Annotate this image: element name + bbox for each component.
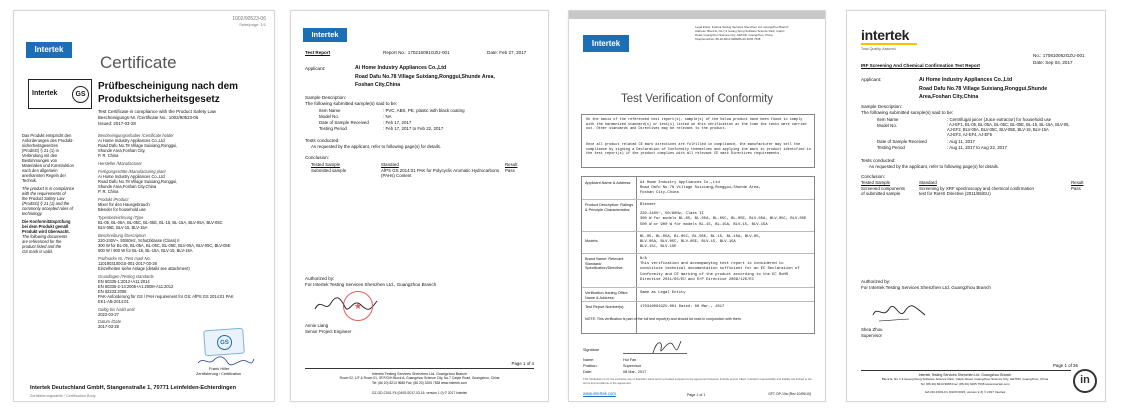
field-value — [640, 203, 806, 228]
red-stamp — [343, 291, 373, 321]
left-col-line: are referenced for the — [22, 239, 62, 244]
applicant-name: Ai Home Industry Appliances Co.,Ltd — [919, 77, 1013, 83]
footer-line-1: Intertek Testing Services Shenzhen Ltd. Guangzhou Branch — [918, 373, 1012, 377]
fields-divider — [636, 177, 637, 333]
authorized-by: Authorized by: — [305, 276, 335, 281]
signer-name: Frank Hiller — [209, 366, 230, 371]
field-key: Applicant Name & Address: — [585, 181, 632, 185]
authorized-for: For Intertek Testing Services Shenzhen Ltd. Guangzhou Branch — [861, 285, 991, 290]
gs-stamp-icon: GS — [217, 334, 233, 350]
field-key: Product Description: Ratings & Principle Characteristics: — [585, 203, 634, 212]
sample-row-value: : Aug 11, 2017 — [947, 139, 975, 144]
left-col-line: sicherheitsgesetzes — [22, 143, 58, 148]
certificate-ref: 1002/90523-06 — [232, 16, 266, 22]
report-number: No.: 170810062GZU-001 — [1033, 53, 1085, 58]
footer-line-3: Tel: (86 20) 8213 9688 Fax: (86 20) 3205 7538 www.intertek.com — [920, 382, 1010, 386]
footer-divider — [305, 368, 534, 369]
left-col-line: The following documents — [22, 234, 68, 239]
left-col-line: Produkt wird überwacht. — [22, 229, 70, 234]
sample-row-value: : AJ-EF1, BL-05, BL-05A, BL-05C, BL-05E, BL-15, BL-15A, BLV-05, — [947, 122, 1070, 127]
sample-row-value: : Feb 17, 2017 to Feb 22, 2017 — [383, 126, 444, 131]
gs-logo-frame — [28, 79, 92, 109]
report-label: Test Report — [305, 50, 331, 55]
left-col-line: Anforderungen des Produkt- — [22, 138, 74, 143]
sample-row-value: : PVC, ABS, PE, plastic with black coating — [383, 108, 465, 113]
product-line: Mixer für den Hausgebrauch — [98, 202, 150, 207]
date-label: Datum /Date — [98, 319, 121, 324]
certificate-document[interactable] — [13, 10, 275, 402]
authorized-for: For Intertek Testing Services Shenzhen Ltd., Guangzhou Branch — [305, 282, 437, 287]
applicant-address-1: Road Dafu No.78 Village Suixiang,Ronggui,Shunde Area, — [355, 74, 495, 80]
red-stamp-star-icon: ★ — [353, 301, 363, 311]
header-line: Address: Block E, No.7-2 Guang Dong Software Science Park, Caipin — [695, 29, 785, 33]
sample-description-heading: Sample Description: — [305, 95, 347, 100]
signature-scribble — [649, 335, 683, 357]
result-standard-1: Screening by XRF spectroscopy and chemical confirmation — [919, 186, 1034, 191]
report-date: Date: Feb 27, 2017 — [487, 50, 527, 55]
intertek-logo: Intertek — [583, 35, 629, 52]
intertek-wordmark: intertek — [861, 27, 910, 43]
field-value-line: Foshan City,China — [640, 191, 679, 196]
column-tested-sample: Tested Sample — [311, 162, 341, 167]
applicant-line: Ai Home Industry Appliances Co.,Ltd — [98, 138, 165, 143]
field-value-line: Conformity and CE marking of the product according to the EC RoHS — [640, 272, 789, 277]
left-col-line: commonly accepted rules of — [22, 206, 73, 211]
sample-row-value: AJ-EF2, BLV-05A, BLV-05C, BLV-05E, BLV-15, BLV-15A — [947, 127, 1049, 132]
field-value-line: Blender — [640, 203, 656, 207]
applicant-key: Applicant: — [861, 77, 882, 82]
sample-row-value: : NA — [383, 114, 392, 119]
field-value-line: Same as Legal Entity — [640, 291, 686, 295]
standard-line: PAK-Anforderung für GS / PAH requirement for GS: AfPS GS 2014:01 PAK — [98, 294, 234, 299]
applicant-name: Ai Home Industry Appliances Co.,Ltd — [355, 65, 447, 71]
disclaimer: This Verification is for the exclusive use of Intertek's client and is provided pursuant to the agreement between Intertek and its Client. Intertek's responsibility and liability are limited to the terms and conditions of the agreement. — [583, 377, 812, 385]
date-value: 2017-03-28 — [98, 324, 119, 329]
field-value-line: BL-05, BL-05A, BL-05C, BL-05E, BL-15, BL-15A, BLV-05, — [640, 235, 761, 239]
description-label: Beschreibung /Description — [98, 233, 146, 238]
intro-box — [581, 114, 815, 168]
applicant-line: P. R. China — [98, 153, 119, 158]
left-col-line: Verbindung mit den — [22, 153, 58, 158]
footer-divider — [861, 370, 1071, 371]
verification-note: NOTE: This verification is part of the full test report(s) and should be read in conjunction with them. — [585, 317, 742, 321]
test-report-document[interactable] — [290, 10, 549, 402]
description-line: 300 W for BL-05, BL-05A, BL-05C, BL-05E, BLV-05A, BLV-05C, BLV-05E — [98, 243, 231, 248]
result-sample: Submitted sample — [311, 168, 347, 173]
left-col-line: the Product Safety Law — [22, 196, 65, 201]
field-value — [640, 235, 761, 251]
standard-line: EN 62233:2008 — [98, 289, 127, 294]
header-line: Telephone/Fax: 86-20-8213 9688/86-20-3205 7538 — [695, 37, 761, 41]
factory-line: Road Dafu No.78 Village Suixiang,Ronggui, — [98, 179, 178, 184]
sample-row-value: AJ-EF3, AJ-EF4, AJ-EF5 — [947, 132, 993, 137]
field-value-line: 500 W or 900 W for models BL-15, BL-15A, BLV-15, BLV-15A — [640, 222, 768, 227]
left-col-line: Technik. — [22, 178, 38, 183]
column-standard: Standard — [919, 180, 937, 185]
test-mark-label: Prüfmarke Nr. /Test mark No. — [98, 256, 151, 261]
conclusion-heading: Conclusion: — [305, 155, 330, 160]
field-value-line: constitute technical documentation sufficient for an EC Declaration of — [640, 267, 800, 272]
tests-conducted-heading: Tests conducted: — [305, 138, 340, 143]
footer-line-4: GZ-OD-C001-F4 (04/01/2017-03-16, version 1.0) © 2017 Intertek — [371, 391, 468, 395]
sample-row-key: Model No. — [319, 114, 340, 119]
report-title: IRF Screening And Chemical Confirmation Test Report — [861, 63, 980, 68]
standard-line: EK1-AB-2014:01 — [98, 299, 129, 304]
left-col-line: The product is in compliance — [22, 186, 75, 191]
signer-name: Shea Zhou — [861, 327, 883, 332]
signer-name: Annie Liang — [305, 323, 329, 328]
field-key: Verification Issuing Office Name & Address: — [585, 291, 628, 300]
column-result: Result — [1071, 180, 1084, 185]
tests-conducted-line: As requested by the applicant, refer to following page(s) for details. — [869, 164, 1000, 169]
report-number: Report No.: 170216091GZU-001 — [383, 50, 450, 55]
intertek-logo: Intertek — [26, 42, 72, 58]
row-divider — [582, 287, 814, 288]
left-col-line: technology. — [22, 211, 43, 216]
applicant-address-2: Area,Foshan City,China — [919, 94, 979, 100]
sample-intro: The following submitted sample(s) said to be: — [305, 101, 398, 106]
certificate-page: Seite/page: 1/1 — [239, 22, 266, 27]
result-standard-2: (PAHs) Content — [381, 173, 412, 178]
row-divider — [582, 301, 814, 302]
left-col-line: GS mark is valid. — [22, 249, 53, 254]
footer-line-2: Room 02, 1/F & Room 01, 3F/F/G/H Block A, Guangzhou Science City, No.7 Caipin Road, Guangzhou, China — [339, 376, 500, 380]
valid-until-label: Gültig bis /valid until — [98, 307, 135, 312]
signer-title: Zertifizierung / Certification — [196, 372, 242, 376]
result-value: Pass — [505, 168, 515, 173]
wordmark-underline — [861, 43, 917, 45]
factory-line: Shunde Area,Foshan City,China — [98, 184, 157, 189]
description-line: 220-240V~, 50/60Hz, Schutzklasse (Class) II — [98, 238, 180, 243]
sample-intro: The following submitted sample(s) said to be: — [861, 110, 954, 115]
sample-row-key: Testing Period — [877, 145, 905, 150]
left-col-line: (ProdSG) § 21 (1) in — [22, 148, 59, 153]
field-value-line: Road Dafu No.78 Village Suixiang,Ronggui,Shunde Area, — [640, 186, 761, 191]
verification-title: Test Verification of Conformity — [620, 93, 774, 105]
field-value-line: N/A — [640, 257, 647, 261]
description-line: 500 W / 900 W for BL-15, BL-15A, BLV-15, BLV-15A — [98, 248, 193, 253]
column-standard: Standard — [381, 162, 399, 167]
sample-row-key: Date of Sample Received — [319, 120, 369, 125]
field-value-line: BLV-15C, BLV-15E — [640, 245, 677, 250]
certificate-number: Bescheinigungs-Nr. /Certificate No.: 1002/90523-06 — [98, 115, 199, 120]
type-line: BL-05, BL-05A, BL-05C, BL-05E, BL-15, BL-15A, BLV-05A, BLV-05C — [98, 220, 223, 225]
result-standard-2: test for RoHS Directive (2011/65/EU) — [919, 191, 991, 196]
field-value-line: Ai Home Industry Appliances Co.,Ltd — [640, 181, 720, 185]
field-key: Brand Name: Relevant Standard/ Specification/Directive: — [585, 257, 624, 271]
applicant-address-2: Foshan City,China — [355, 82, 401, 88]
certificate-issued: Issued: 2017-03-28 — [98, 121, 136, 126]
product-label: Produkt /Product — [98, 197, 129, 202]
field-value — [640, 257, 800, 283]
left-col-line: with the requirements of — [22, 191, 66, 196]
certificate-subheading: Test Certificate in compliance with the Product Safety Law — [98, 109, 216, 114]
signer-title: Senior Project Engineer — [305, 329, 352, 334]
certificate-details — [98, 133, 270, 329]
footer-line-2: Block E, No.7-2 Guang Dong Software Science Park, Caipin Road, Guangzhou Science City, GETDD, Guangzhou, China — [881, 377, 1049, 381]
signature-key: Signature — [583, 348, 600, 352]
signer-title: Supervisor — [861, 333, 882, 338]
sample-row-value: : Centrifugal juicer (Juice extractor) for household use — [947, 117, 1052, 122]
field-value-line: 170310091GZU-001 Dated: 08 Mar., 2017 — [640, 305, 725, 309]
authorized-by: Authorized by: — [861, 279, 891, 284]
left-col-line: nach den allgemein — [22, 168, 58, 173]
grey-header-band — [569, 11, 825, 19]
certificate-left-column — [22, 133, 88, 254]
date-value: 08 Mar., 2017 — [623, 370, 647, 374]
sample-row-key: Item Name — [877, 117, 899, 122]
field-value-line: 220-240V~, 50/60Hz, Class II — [640, 212, 704, 217]
left-col-line: Die Konformitätsprüfung — [22, 219, 71, 224]
gs-logo-intertek: Intertek — [32, 90, 58, 97]
row-divider — [582, 253, 814, 254]
standard-line: EN 60335-2-14:2006+A1:2008+A11:2012 — [98, 284, 174, 289]
certificate-heading-2: Produktsicherheitsgesetz — [98, 94, 220, 105]
left-col-line: anerkannten Regeln der — [22, 173, 66, 178]
sample-row-value: : Aug 11, 2017 to Aug 22, 2017 — [947, 145, 1007, 150]
valid-until-value: 2022-03-27 — [98, 312, 119, 317]
report-date: Date: Sep 04, 2017 — [1033, 60, 1073, 65]
sample-description-heading: Sample Description: — [861, 104, 903, 109]
field-key: Test Report Number(s): — [585, 305, 625, 309]
result-sample-2: of submitted sample — [861, 191, 901, 196]
result-standard-1: AfPS GS 2014:01 PAK for Polycyclic Aromatic Hydrocarbons — [381, 168, 500, 173]
applicant-line: Road Dafu No.78 Village Suixiang,Ronggui, — [98, 143, 178, 148]
field-value-line: 300 W for models BL-05, BL-05A, BL-05C, BL-05E, BLV-05A, BLV-05C, BLV-05E — [640, 217, 807, 222]
type-label: Typenbezeichnung /Type — [98, 215, 144, 220]
sample-row-key: Model No. — [877, 123, 898, 128]
page-number: Page 1 of 1 — [687, 393, 706, 397]
left-col-line: bei dem Produkt gemäß — [22, 224, 69, 229]
tagline: Total Quality. Assured. — [861, 47, 897, 51]
applicant-label: Bescheinigungsinhaber /Certificate holder — [98, 133, 174, 138]
fields-table — [581, 176, 815, 334]
linkedin-icon[interactable]: in — [1073, 369, 1097, 393]
left-col-line: (ProdSG) § 21 (1) and the — [22, 201, 70, 206]
field-value-line: BLV-05A, BLV-05C, BLV-05E, BLV-15, BLV-15A — [640, 240, 736, 245]
factory-line: P. R. China — [98, 189, 119, 194]
certificate-heading-1: Prüfbescheinigung nach dem — [98, 81, 239, 92]
footer-line-1: Intertek Testing Services Shenzhen Ltd. Guangzhou Branch — [371, 372, 468, 376]
gs-mark-icon: GS — [72, 86, 89, 103]
sample-row-key: Testing Period — [319, 126, 347, 131]
header-line: Legal Entity: Intertek Testing Services Shenzhen Ltd. Guangzhou Branch — [695, 25, 789, 29]
page-number: Page 1 of 36 — [1053, 363, 1078, 368]
name-value: Hui Fan — [623, 358, 637, 362]
left-col-line: Bestimmungen von — [22, 158, 58, 163]
applicant-line: Shunde Area,Foshan City, — [98, 148, 146, 153]
left-col-line: Materialien und Konstruktion — [22, 163, 74, 168]
row-divider — [582, 199, 814, 200]
standards-label: Grundlagen /Testing standards — [98, 274, 154, 279]
verification-header-lines — [695, 25, 788, 41]
field-value — [640, 181, 761, 197]
applicant-address-1: Road Dafu No.78 Village Suixiang,Ronggui,Shunde — [919, 86, 1048, 92]
left-col-line: product listed and the — [22, 244, 62, 249]
row-divider — [582, 231, 814, 232]
standard-line: EN 60335-1:2012+A11:2014 — [98, 279, 150, 284]
product-line: Blender for household use — [98, 207, 146, 212]
result-sample-1: Screened components — [861, 186, 905, 191]
footer-line-3: Tel: (86 20) 8213 9688 Fax: (86 20) 3205 7538 www.intertek.com — [372, 381, 467, 385]
test-mark-line: Einzelheiten siehe Anlage (details see attachment) — [98, 266, 190, 271]
intertek-website-link[interactable]: www.intertek.com — [583, 391, 616, 396]
column-result: Result — [505, 162, 518, 167]
applicant-key: Applicant: — [305, 66, 326, 71]
rohs-report-document[interactable] — [846, 10, 1106, 402]
sample-row-value: : Feb 17, 2017 — [383, 120, 412, 125]
certificate-footer: Intertek Deutschland GmbH, Stangenstraße 1, 70771 Leinfelden-Echterdingen — [30, 385, 237, 391]
factory-line: Ai Home Industry Appliances Co.,Ltd — [98, 174, 165, 179]
ce-text: Once all product related CE mark directives are fulfilled in compliance, the manufacturer may sell the compliance by signing a Declaration of Conformity themselves and applying the mark to product identified in the test report(s) if the product complies with all relevant CE mark Directives requirements. — [586, 143, 811, 157]
signature-scribble — [869, 301, 929, 325]
page-number: Page 1 of 4 — [511, 361, 534, 366]
manufacturer-label: Hersteller /Manufacturer — [98, 161, 142, 166]
tests-conducted-line: As requested by the applicant, refer to following page(s) for details. — [311, 144, 442, 149]
field-value-line: This verification and accompanying test report is considered to — [640, 262, 784, 267]
name-key: Name: — [583, 358, 595, 362]
intertek-logo: Intertek — [303, 28, 347, 42]
verification-document[interactable] — [568, 10, 826, 402]
type-line: BLV-05E, BLV-15, BLV-15A — [98, 225, 148, 230]
position-key: Position: — [583, 364, 598, 368]
sample-row-key: Date of Sample Received — [877, 139, 927, 144]
field-value-line: Directive 2011/65/EU and ErP Directive 2009/125/EC — [640, 277, 754, 282]
intro-text: On the basis of the referenced test report(s), sample(s) of the below product have been found to comply with the harmonized standard(s) or test(s) listed on this verification at the time the tests were carried out. Other standards and Directives may be relevant to the product. — [586, 118, 807, 132]
field-key: Models: — [585, 239, 599, 243]
conclusion-heading: Conclusion: — [861, 174, 886, 179]
position-value: Supervisor — [623, 364, 642, 368]
form-number: GFT-OP-10a (Rev 10/05/10) — [768, 392, 811, 396]
tests-conducted-heading: Tests conducted: — [861, 158, 896, 163]
footer-line-4: GZ-OD-C001-F1 (01/07/2015, version 2.3) © 2017 Intertek — [924, 390, 1006, 394]
left-col-line: Das Produkt entspricht den — [22, 133, 72, 138]
column-tested-sample: Tested Sample — [861, 180, 891, 185]
certificate-footer-2: Zertifizierungsstelle / Certification Body — [30, 394, 96, 398]
factory-label: Fertigungsstätte /Manufacturing plant — [98, 169, 166, 174]
certificate-title: Certificate — [100, 53, 177, 72]
header-line: Road, Guangzhou Science City, GETDD, Guangzhou, China — [695, 33, 773, 37]
result-value: Pass — [1071, 186, 1081, 191]
sample-row-key: Item Name — [319, 108, 341, 113]
gs-stamp — [203, 328, 245, 357]
test-mark-line: 1101903100GS-001-2017-03-28 — [98, 261, 157, 266]
date-key: Date: — [583, 370, 593, 374]
